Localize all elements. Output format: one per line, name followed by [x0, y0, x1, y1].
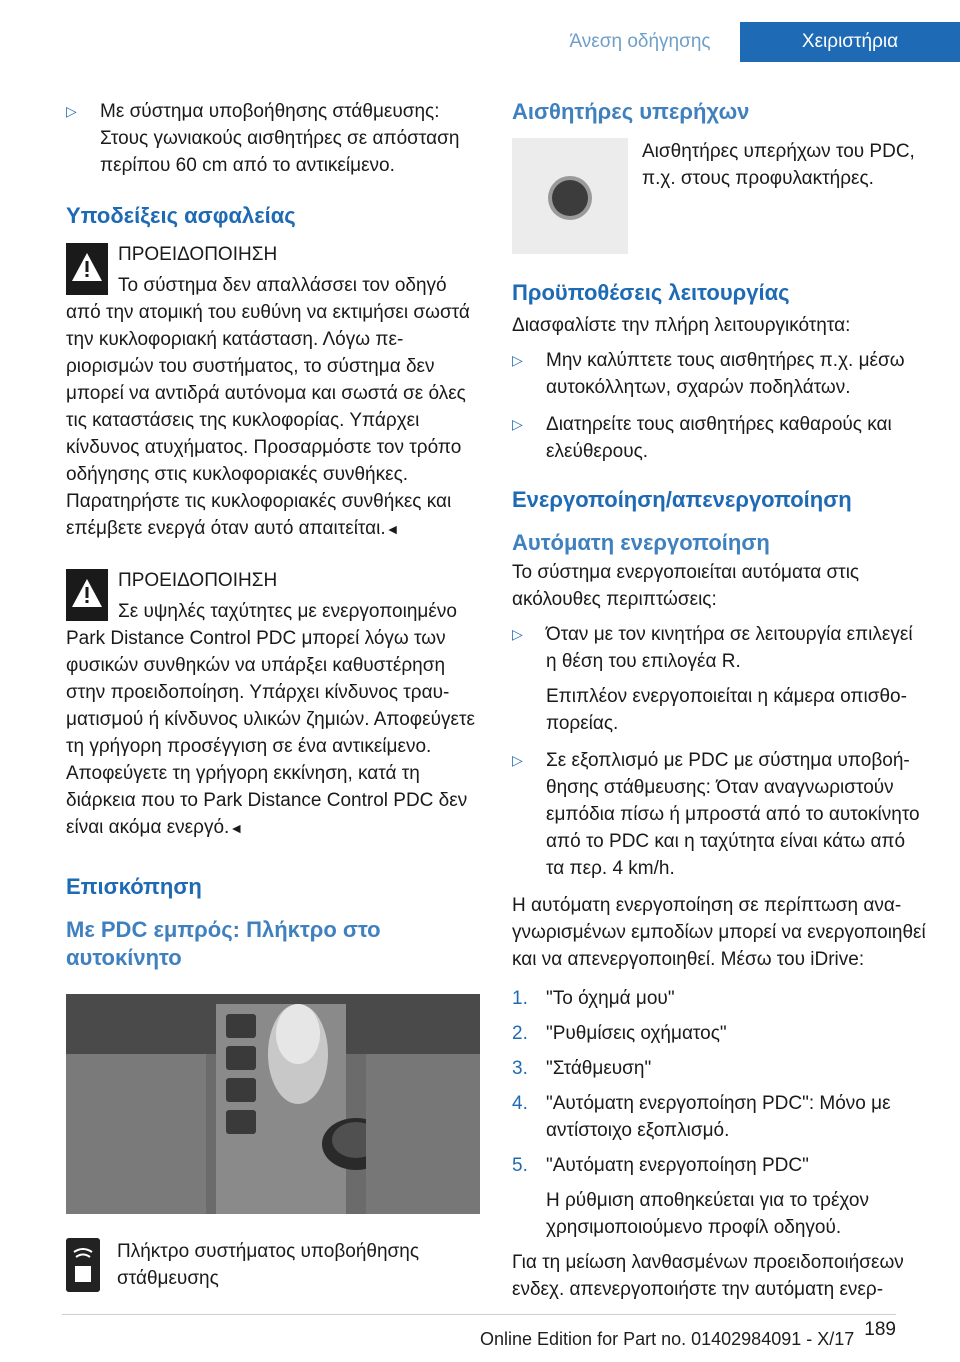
step-item: [512, 1152, 926, 1241]
step-number: 2.: [512, 1023, 528, 1044]
warning-icon: [66, 567, 108, 621]
bullet-item: [512, 411, 926, 465]
caption-row: [66, 1238, 480, 1292]
safety-heading: Υποδείξεις ασφαλείας: [66, 203, 296, 228]
warning-text: Το σύστημα δεν απαλλάσσει τον οδηγό από την ατομική του ευθύνη να εκτιμήσει σωστά την κυκλοφοριακή κατάσταση. Λόγω περιορισμών του συστήματος, το σύστημα δεν μπορεί να αντιδρά αυτόνομα και σωστά σε όλες τις καταστάσεις της κυκλοφορίας. Υπάρχει κίνδυνος ατυχήματος. Προσαρμόστε τον τρόπο οδήγησης στις κυκλοφοριακές συνθήκες. Παρατηρήστε τις κυκλοφοριακές συνθήκες και επέμβετε ενεργά όταν αυτό απαιτείται.: [66, 275, 470, 539]
end-marker-icon: ◄: [385, 521, 400, 537]
activation-heading: Ενεργοποίηση/απενεργοποίηση: [512, 487, 852, 512]
auto-paragraph: Η αυτόματη ενεργοποίηση σε περίπτωση αναγνωρισμένων εμποδίων μπορεί να ενεργοποιηθεί και να απενεργοποιηθεί. Μέσω του iDrive:: [512, 895, 926, 970]
bullet-triangle-icon: ▷: [512, 626, 523, 642]
step-text: "Το όχημά μου": [546, 988, 675, 1009]
closing-paragraph: Για τη μείωση λανθασμένων προειδοποιήσεων ενδεχ. απενεργοποιήστε την αυτόματη ενερ-: [512, 1252, 904, 1300]
bullet-triangle-icon: ▷: [512, 352, 523, 368]
sensors-heading: Αισθητήρες υπερήχων: [512, 99, 750, 124]
warning-title: ΠΡΟΕΙΔΟΠΟΙΗΣΗ: [118, 244, 278, 265]
warning-icon: [66, 241, 108, 295]
overview-subheading: Με PDC εμπρός: Πλήκτρο στο αυτοκίνητο: [66, 917, 381, 970]
page-number: 189: [864, 1319, 896, 1340]
bullet-text: Σε εξοπλισμό με PDC με σύστημα υποβοήθησης στάθμευσης: Όταν αναγνωριστούν εμπόδια πίσω ή μπροστά από το αυτοκίνητο από το PDC και η ταχύτητα είναι κάτω από τα περ. 4 km/h.: [546, 750, 920, 879]
bullet-item: [512, 747, 926, 882]
warning-title: ΠΡΟΕΙΔΟΠΟΙΗΣΗ: [118, 570, 278, 591]
step-item: [512, 985, 926, 1012]
step-extra-text: Η ρύθμιση αποθηκεύεται για το τρέχον χρησιμοποιούμενο προφίλ οδηγού.: [546, 1190, 869, 1238]
prereq-heading: Προϋποθέσεις λειτουργίας: [512, 280, 790, 305]
bullet-triangle-icon: ▷: [66, 103, 77, 119]
bullet-extra-text: Επιπλέον ενεργοποιείται η κάμερα οπισθοπορείας.: [546, 686, 907, 734]
sensors-block: [512, 138, 926, 254]
right-column: [512, 98, 926, 1311]
step-number: 1.: [512, 988, 528, 1009]
step-text: "Αυτόματη ενεργοποίηση PDC": [546, 1155, 809, 1176]
step-number: 4.: [512, 1093, 528, 1114]
bullet-item: [66, 98, 480, 179]
bullet-text: Μην καλύπτετε τους αισθητήρες π.χ. μέσω αυτοκόλλητων, σχαρών ποδηλάτων.: [546, 350, 905, 398]
step-item: [512, 1020, 926, 1047]
header-section-controls: Χειριστήρια: [740, 22, 960, 62]
end-marker-icon: ◄: [229, 820, 244, 836]
bullet-item: [512, 347, 926, 401]
caption-text: Πλήκτρο συστήματος υποβοήθησης στάθμευσης: [117, 1241, 419, 1289]
auto-intro: Το σύστημα ενεργοποιείται αυτόματα στις ακόλουθες περιπτώσεις:: [512, 562, 860, 610]
warning-block: [66, 567, 480, 842]
parking-assist-button-icon: [66, 1238, 100, 1292]
step-item: [512, 1055, 926, 1082]
sensors-text: Αισθητήρες υπερήχων του PDC, π.χ. στους προφυλακτήρες.: [642, 141, 915, 189]
step-text: "Αυτόματη ενεργοποίηση PDC": Μόνο με αντίστοιχο εξοπλισμό.: [546, 1093, 891, 1141]
edition-footer: Online Edition for Part no. 01402984091 - X/17: [480, 1329, 855, 1349]
auto-activation-heading: Αυτόματη ενεργοποίηση: [512, 530, 770, 555]
bullet-triangle-icon: ▷: [512, 752, 523, 768]
bullet-triangle-icon: ▷: [512, 416, 523, 432]
page-header: [0, 22, 960, 62]
step-number: 5.: [512, 1155, 528, 1176]
console-photo: [66, 994, 480, 1214]
footer-divider: [62, 1314, 896, 1315]
left-column: [66, 98, 480, 1292]
step-text: "Στάθμευση": [546, 1058, 652, 1079]
bullet-item: [512, 621, 926, 737]
overview-heading: Επισκόπηση: [66, 874, 202, 899]
bullet-text: Όταν με τον κινητήρα σε λειτουργία επιλεγεί η θέση του επιλογέα R.: [546, 624, 913, 672]
bullet-text: Με σύστημα υποβοήθησης στάθμευσης: Στους γωνιακούς αισθητήρες σε απόσταση περίπου 60 cm από το αντικείμενο.: [100, 101, 460, 176]
ultrasonic-sensor-image: [512, 138, 628, 254]
prereq-intro: Διασφαλίστε την πλήρη λειτουργικότητα:: [512, 315, 851, 336]
step-number: 3.: [512, 1058, 528, 1079]
step-text: "Ρυθμίσεις οχήματος": [546, 1023, 727, 1044]
step-item: [512, 1090, 926, 1144]
idrive-steps-list: [512, 985, 926, 1241]
bullet-text: Διατηρείτε τους αισθητήρες καθαρούς και ελεύθερους.: [546, 414, 892, 462]
warning-block: [66, 241, 480, 543]
header-section-comfort: Άνεση οδήγησης: [569, 31, 711, 52]
warning-text: Σε υψηλές ταχύτητες με ενεργοποιημένο Park Distance Control PDC μπορεί λόγω των φυσικών συνθηκών να υπάρξει καθυστέρηση στην προειδοποίηση. Υπάρχει κίνδυνος τραυματισμού ή κίνδυνος υλικών ζημιών. Αποφεύγετε τη γρήγορη προσέγγιση σε ένα αντικείμενο. Αποφεύγετε τη γρήγορη εκκίνηση, κατά τη διάρκεια που το Park Distance Control PDC δεν είναι ακόμα ενεργό.: [66, 601, 475, 838]
